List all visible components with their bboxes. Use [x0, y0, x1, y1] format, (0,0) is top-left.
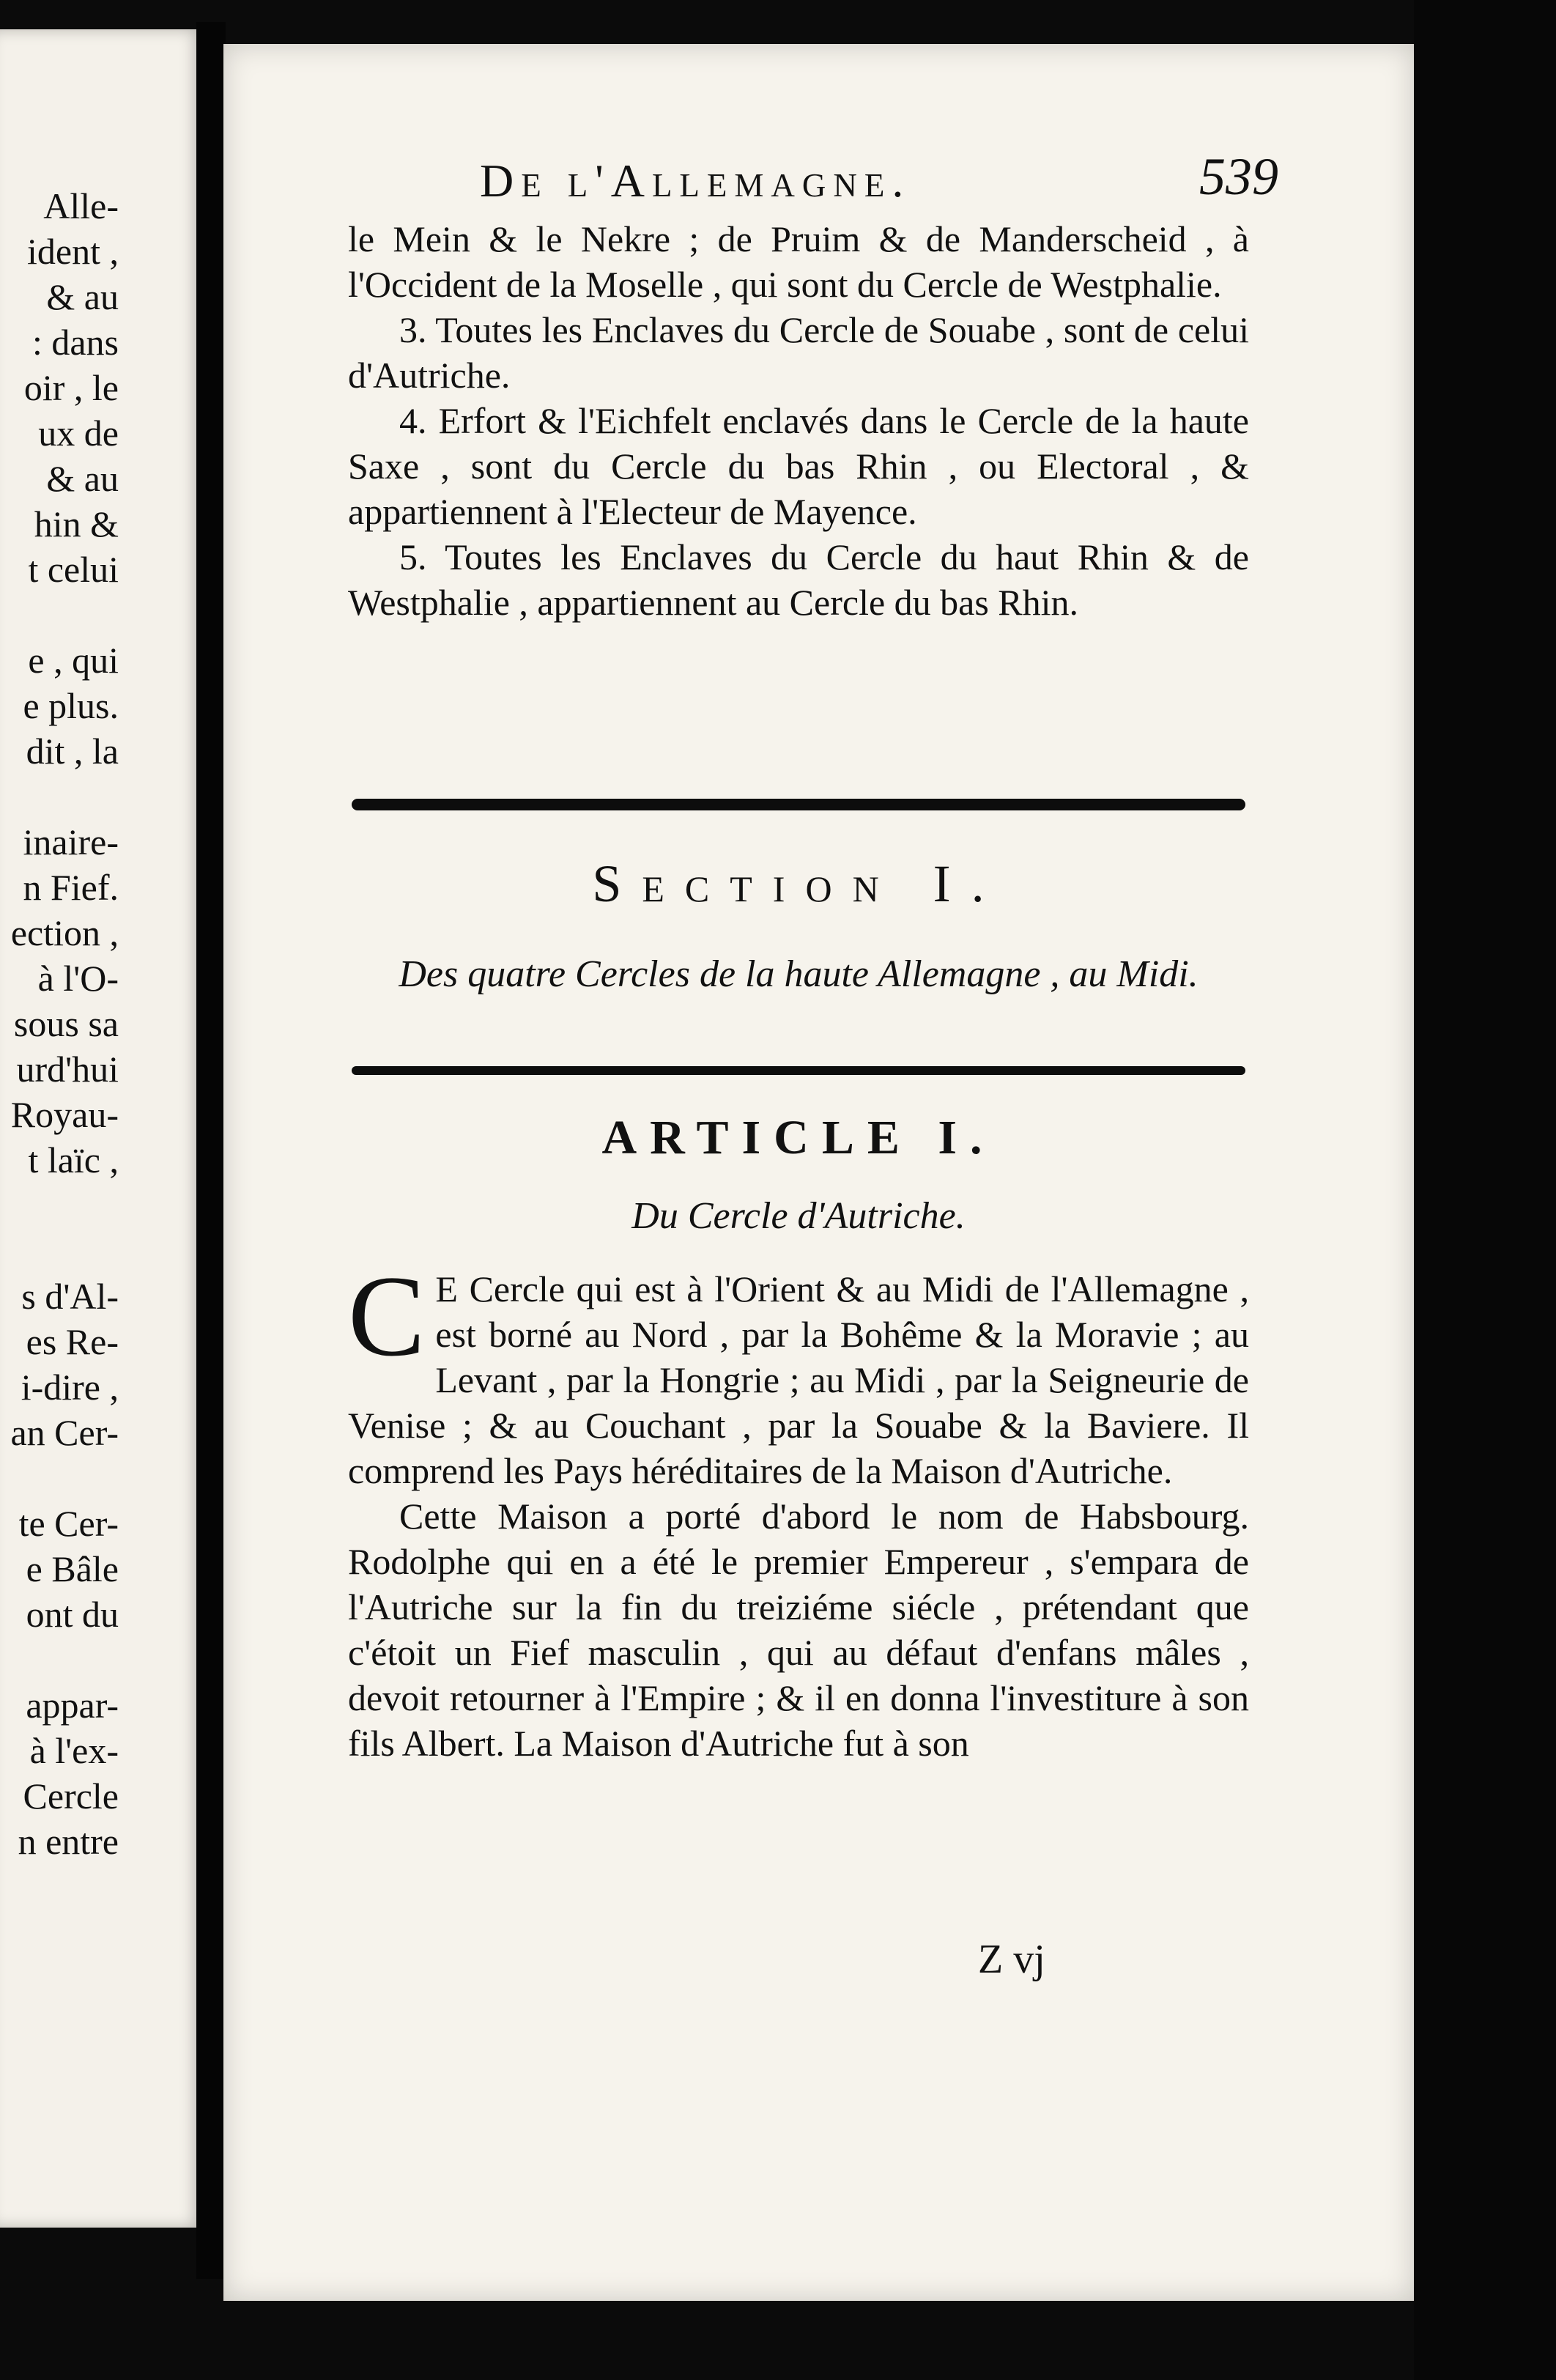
article-subtitle: Du Cercle d'Autriche.: [631, 1195, 966, 1237]
divider-rule-ornament: [352, 1066, 1245, 1075]
paragraph-continuation: le Mein & le Nekre ; de Pruim & de Manderscheid , à l'Occident de la Moselle , qui sont du Cercle de Westphalie.: [348, 218, 1249, 305]
left-page-line: ux de: [38, 413, 119, 454]
left-page-line: e plus.: [23, 685, 119, 726]
left-page-line: ont du: [26, 1594, 119, 1635]
book-page: [223, 44, 1414, 2301]
paragraph-item-5: 5. Toutes les Enclaves du Cercle du haut Rhin & de Westphalie , appartiennent au Cercle du bas Rhin.: [348, 536, 1249, 623]
left-page-line: & au: [46, 458, 119, 499]
left-page-line: hin &: [34, 503, 119, 544]
left-page-line: an Cer-: [10, 1412, 119, 1453]
left-page-line: ident ,: [27, 231, 119, 272]
left-page-line: oir , le: [23, 367, 119, 408]
left-page-line: à l'ex-: [29, 1730, 119, 1771]
left-page-line: dit , la: [26, 731, 119, 772]
left-page-line: & au: [46, 276, 119, 317]
left-page-line: s d'Al-: [21, 1276, 119, 1317]
left-page-line: n entre: [18, 1821, 119, 1862]
article-title: ARTICLE I.: [601, 1111, 996, 1164]
page-header: [480, 147, 1278, 220]
section-title: Section I.: [592, 854, 1005, 913]
left-page-line: e , qui: [28, 640, 119, 681]
left-page-line: t laïc ,: [28, 1139, 119, 1180]
left-page-line: te Cer-: [18, 1503, 119, 1544]
left-page-line: inaire-: [23, 821, 119, 862]
section-subtitle: Des quatre Cercles de la haute Allemagne , au Midi.: [399, 953, 1199, 995]
left-page-line: i-dire ,: [21, 1367, 119, 1408]
divider-rule-top: [352, 799, 1245, 810]
paragraph-item-3: 3. Toutes les Enclaves du Cercle de Souabe , sont de celui d'Autriche.: [348, 309, 1249, 396]
page-number: 539: [1199, 147, 1278, 206]
left-page-line: Cercle: [23, 1775, 119, 1817]
article-paragraph-1-text: E Cercle qui est à l'Orient & au Midi de l'Allemagne , est borné au Nord , par la Bohême & la Moravie ; au Levant , par la Hongrie ; au Midi , par la Seigneurie de Venise ; & au Couchant , par la Souabe & la Baviere. Il comprend les Pays héréditaires de la Maison d'Autriche.: [348, 1268, 1249, 1491]
left-page-line: Alle-: [43, 185, 119, 226]
left-page-line: : dans: [32, 322, 119, 363]
left-page-line: appar-: [26, 1685, 119, 1726]
article-body: [348, 1252, 1249, 1766]
book-gutter: [196, 22, 226, 2279]
article-paragraph-1: [348, 1252, 1249, 1493]
left-page-line: sous sa: [13, 1003, 119, 1044]
left-page-line: à l'O-: [37, 958, 119, 999]
left-page-line: n Fief.: [23, 867, 119, 908]
left-page-line: e Bâle: [26, 1548, 119, 1589]
top-text-block: [348, 216, 1249, 625]
left-page-fragment: [0, 29, 205, 2228]
article-paragraph-2: Cette Maison a porté d'abord le nom de Habsbourg. Rodolphe qui en a été le premier Empereur , s'empara de l'Autriche sur la fin du treiziéme siécle , prétendant que c'étoit un Fief masculin , qui au défaut d'enfans mâles , devoit retourner à l'Empire ; & il en donna l'investiture à son fils Albert. La Maison d'Autriche fut à son: [348, 1496, 1249, 1764]
left-page-line: t celui: [28, 549, 119, 590]
running-title: De l'Allemagne.: [480, 155, 911, 207]
signature-mark: Z vj: [978, 1937, 1045, 1982]
left-page-line: Royau-: [10, 1094, 119, 1135]
right-dark-margin: [1414, 0, 1556, 2380]
left-page-line: es Re-: [26, 1321, 119, 1362]
left-page-line: urd'hui: [16, 1049, 119, 1090]
drop-cap: C: [348, 1252, 426, 1381]
paragraph-item-4: 4. Erfort & l'Eichfelt enclavés dans le Cercle de la haute Saxe , sont du Cercle du bas Rhin , ou Electoral , & appartiennent à l'Electeur de Mayence.: [348, 400, 1249, 532]
left-page-line: ection ,: [10, 912, 119, 953]
